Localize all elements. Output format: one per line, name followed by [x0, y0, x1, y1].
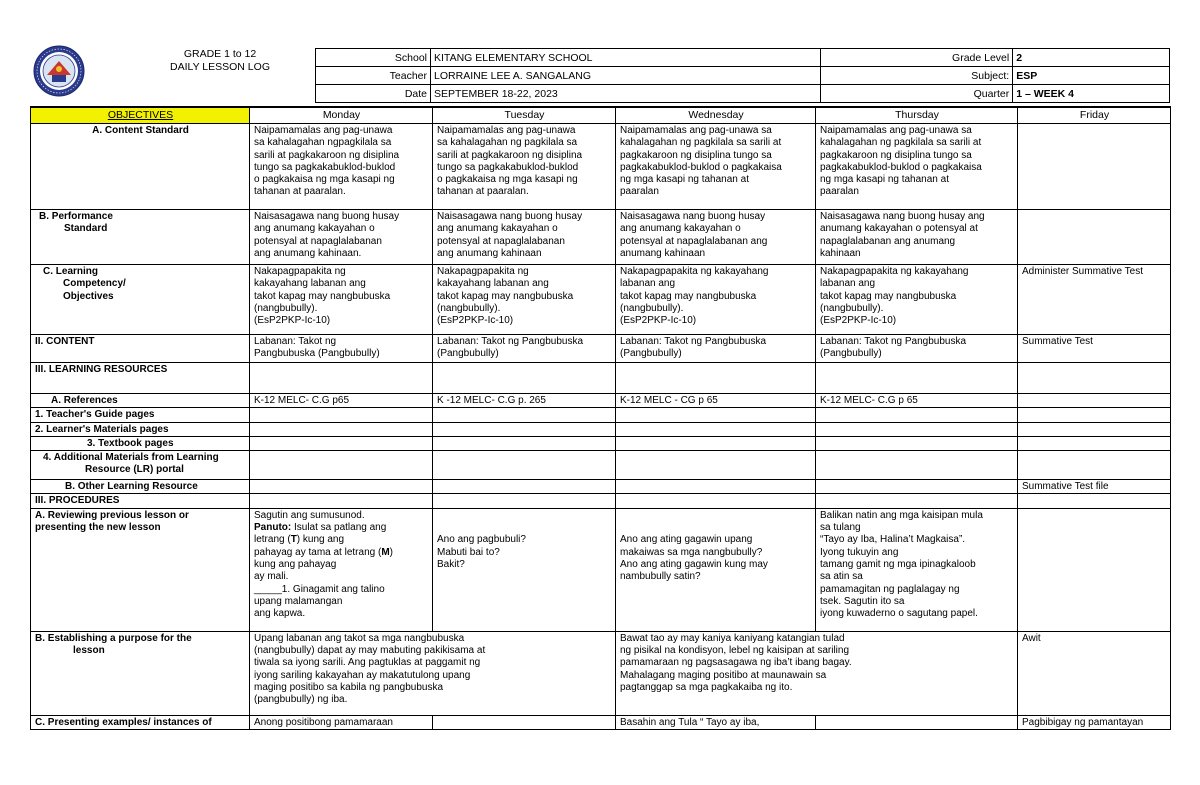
cell-wednesday: Naisasagawa nang buong husay ang anumang kakayahan o potensyal at napaglalabanan ang anumang kahinaan [616, 210, 816, 265]
cell-tuesday [433, 451, 616, 480]
school-value: KITANG ELEMENTARY SCHOOL [431, 49, 821, 67]
row-label: B. Other Learning Resource [31, 480, 250, 494]
cell-line [254, 522, 429, 534]
cell-tuesday: Labanan: Takot ng Pangbubuska (Pangbubully) [433, 335, 616, 363]
cell-wednesday [616, 480, 816, 494]
lesson-log-table [30, 106, 1171, 730]
letter-t: T [290, 534, 297, 546]
row-label-line: presenting the new lesson [35, 522, 161, 534]
quarter-label: Quarter [820, 85, 1012, 103]
cell-thursday: Naipamamalas ang pag-unawa sa kahalagahan ng pagkilala sa sarili at pagkakaroon ng disiplina tungo sa pagkakabuklod-buklod o pagkakaisa ng mga kasapi ng tahanan at paaralan [816, 124, 1018, 210]
row-label: III. PROCEDURES [31, 494, 250, 508]
subject-value: ESP [1013, 67, 1170, 85]
row-label: A. References [31, 394, 250, 408]
row-label-line: B. Performance [39, 211, 113, 222]
cell-friday [1018, 508, 1171, 631]
cell-wednesday [616, 436, 816, 450]
row-label-line: lesson [73, 645, 105, 657]
cell-thursday: Balikan natin ang mga kaisipan mula sa tulang “Tayo ay Iba, Halina’t Magkaisa”. Iyong tukuyin ang tamang gamit ng mga ipinagkaloob sa atin sa pamamagitan ng paglalagay ng tsek. Sagutin ito sa iyong kuwaderno o sagutang papel. [816, 508, 1018, 631]
school-label: School [316, 49, 431, 67]
cell-wednesday [616, 451, 816, 480]
cell-wednesday [616, 408, 816, 422]
cell-friday [1018, 422, 1171, 436]
cell-thursday [816, 494, 1018, 508]
cell-line: Sagutin ang sumusunod. [254, 509, 365, 521]
cell-thursday [816, 422, 1018, 436]
cell-monday [250, 451, 433, 480]
cell-wednesday: K-12 MELC - CG p 65 [616, 394, 816, 408]
cell-line: kung ang pahayag ay mali. _____1. Ginagamit ang talino upang malamangan ang kapwa. [254, 558, 385, 620]
quarter-value: 1 – WEEK 4 [1013, 85, 1170, 103]
cell-wednesday: Labanan: Takot ng Pangbubuska (Pangbubully) [616, 335, 816, 363]
cell-thursday [816, 480, 1018, 494]
cell-thursday [816, 715, 1018, 729]
cell-wednesday: Basahin ang Tula “ Tayo ay iba, [616, 715, 816, 729]
row-label-line: C. Learning [43, 266, 99, 277]
row-label: 2. Learner's Materials pages [31, 422, 250, 436]
cell-thursday: K-12 MELC- C.G p 65 [816, 394, 1018, 408]
log-title [140, 48, 300, 74]
table-row-learners-materials [31, 422, 1171, 436]
cell-friday: Summative Test [1018, 335, 1171, 363]
row-label-line: Objectives [63, 290, 114, 302]
cell-wednesday-thursday: Bawat tao ay may kaniya kaniyang katangian tulad ng pisikal na kondisyon, lebel ng kaisipan at sariling pamamaraan ng pagsasagawa ng iba’t ibang bagay. Mahalagang maging positibo at maunawain sa pagtanggap sa mga pagkakaiba ng ito. [616, 631, 1018, 715]
table-row-presenting [31, 715, 1171, 729]
cell-monday: Naisasagawa nang buong husay ang anumang kakayahan o potensyal at napaglalabanan ang anumang kahinaan. [250, 210, 433, 265]
cell-friday [1018, 363, 1171, 394]
cell-wednesday [616, 494, 816, 508]
cell-tuesday [433, 480, 616, 494]
letter-m: M [381, 546, 390, 558]
daily-lesson-log-title: DAILY LESSON LOG [170, 61, 270, 73]
table-row-reviewing [31, 508, 1171, 631]
cell-tuesday [433, 422, 616, 436]
cell-wednesday: Nakapagpapakita ng kakayahang labanan ang takot kapag may nangbubuska (nangbubully). (EsP2PKP-Ic-10) [616, 265, 816, 335]
table-row-procedures [31, 494, 1171, 508]
table-row-content [31, 335, 1171, 363]
cell-friday: Administer Summative Test [1018, 265, 1171, 335]
cell-monday [250, 480, 433, 494]
cell-tuesday [433, 494, 616, 508]
cell-thursday [816, 451, 1018, 480]
cell-monday: K-12 MELC- C.G p65 [250, 394, 433, 408]
cell-friday [1018, 408, 1171, 422]
table-row-content-standard [31, 124, 1171, 210]
row-label: A. Content Standard [31, 124, 250, 210]
cell-text: Isulat sa patlang ang [291, 522, 387, 534]
cell-text: ) [389, 546, 393, 558]
cell-wednesday [616, 422, 816, 436]
cell-tuesday: Naipamamalas ang pag-unawa sa kahalagahan ng pagkilala sa sarili at pagkakaroon ng disiplina tungo sa pagkakabuklod-buklod o pagkakaisa ng mga kasapi ng tahanan at paaralan. [433, 124, 616, 210]
cell-tuesday [433, 408, 616, 422]
date-value: SEPTEMBER 18-22, 2023 [431, 85, 821, 103]
cell-text: pahayag ay tama at letrang ( [254, 546, 382, 558]
row-label: II. CONTENT [31, 335, 250, 363]
table-row-performance-standard [31, 210, 1171, 265]
cell-wednesday: Ano ang ating gagawin upang makaiwas sa mga nangbubully? Ano ang ating gagawin kung may nambubully satin? [616, 508, 816, 631]
cell-monday: Labanan: Takot ng Pangbubuska (Pangbubully) [250, 335, 433, 363]
cell-friday: Summative Test file [1018, 480, 1171, 494]
row-label [31, 508, 250, 631]
cell-tuesday: Nakapagpapakita ng kakayahang labanan ang takot kapag may nangbubuska (nangbubully). (EsP2PKP-Ic-10) [433, 265, 616, 335]
cell-friday [1018, 494, 1171, 508]
teacher-label: Teacher [316, 67, 431, 85]
cell-monday [250, 408, 433, 422]
cell-friday [1018, 394, 1171, 408]
table-row-learning-competency [31, 265, 1171, 335]
teacher-value: LORRAINE LEE A. SANGALANG [431, 67, 821, 85]
row-label: C. Presenting examples/ instances of [31, 715, 250, 729]
col-friday: Friday [1018, 107, 1171, 124]
header-info-table [315, 48, 1170, 103]
date-label: Date [316, 85, 431, 103]
cell-friday [1018, 124, 1171, 210]
cell-monday: Nakapagpapakita ng kakayahang labanan ang takot kapag may nangbubuska (nangbubully). (EsP2PKP-Ic-10) [250, 265, 433, 335]
grade-range-title: GRADE 1 to 12 [183, 48, 257, 60]
row-label-line: Competency/ [63, 278, 126, 290]
cell-thursday [816, 363, 1018, 394]
cell-thursday: Labanan: Takot ng Pangbubuska (Pangbubully) [816, 335, 1018, 363]
table-row-teachers-guide [31, 408, 1171, 422]
cell-tuesday [433, 436, 616, 450]
cell-wednesday [616, 363, 816, 394]
cell-thursday: Nakapagpapakita ng kakayahang labanan ang takot kapag may nangbubuska (nangbubully). (EsP2PKP-Ic-10) [816, 265, 1018, 335]
subject-label: Subject: [820, 67, 1012, 85]
cell-monday [250, 363, 433, 394]
col-thursday: Thursday [816, 107, 1018, 124]
col-wednesday: Wednesday [616, 107, 816, 124]
deped-seal-icon [33, 45, 85, 97]
cell-thursday: Naisasagawa nang buong husay ang anumang kakayahan o potensyal at napaglalabanan ang anumang kahinaan [816, 210, 1018, 265]
cell-friday [1018, 210, 1171, 265]
row-label-line: 4. Additional Materials from Learning [43, 452, 219, 464]
cell-tuesday: K -12 MELC- C.G p. 265 [433, 394, 616, 408]
cell-monday [250, 508, 433, 631]
row-label-line: Resource (LR) portal [85, 464, 184, 476]
col-tuesday: Tuesday [433, 107, 616, 124]
cell-tuesday: Naisasagawa nang buong husay ang anumang kakayahan o potensyal at napaglalabanan ang anumang kahinaan [433, 210, 616, 265]
column-header-row [31, 107, 1171, 124]
cell-tuesday: Ano ang pagbubuli? Mabuti bai to? Bakit? [433, 508, 616, 631]
cell-thursday [816, 408, 1018, 422]
cell-line [254, 547, 429, 559]
table-row-additional-materials [31, 451, 1171, 480]
row-label: 1. Teacher's Guide pages [31, 408, 250, 422]
table-row-references [31, 394, 1171, 408]
cell-monday [250, 422, 433, 436]
grade-level-label: Grade Level [820, 49, 1012, 67]
panuto-label: Panuto: [254, 522, 292, 534]
row-label: III. LEARNING RESOURCES [31, 363, 250, 394]
row-label-line: A. Reviewing previous lesson or [35, 509, 189, 521]
cell-monday [250, 436, 433, 450]
cell-friday: Pagbibigay ng pamantayan [1018, 715, 1171, 729]
cell-friday [1018, 436, 1171, 450]
cell-friday: Awit [1018, 631, 1171, 715]
row-label-line: Standard [64, 223, 108, 235]
grade-level-value: 2 [1013, 49, 1170, 67]
table-row-other-resource [31, 480, 1171, 494]
cell-text: ) kung ang [296, 534, 345, 546]
cell-text: letrang ( [254, 534, 291, 546]
row-label [31, 265, 250, 335]
cell-thursday [816, 436, 1018, 450]
table-row-learning-resources [31, 363, 1171, 394]
row-label-line: B. Establishing a purpose for the [35, 632, 192, 644]
cell-monday-tuesday: Upang labanan ang takot sa mga nangbubuska (nangbubully) dapat ay may mabuting pakikisama at tiwala sa iyong sarili. Ang pagtuklas at paggamit ng iyong sariling kakayahan ay makatutulong upang maging positibo sa kabila ng pangbubuska (pangbubully) ng iba. [250, 631, 616, 715]
cell-friday [1018, 451, 1171, 480]
row-label: 3. Textbook pages [31, 436, 250, 450]
cell-line [254, 534, 429, 546]
table-row-textbook [31, 436, 1171, 450]
col-monday: Monday [250, 107, 433, 124]
cell-tuesday [433, 363, 616, 394]
row-label [31, 631, 250, 715]
table-row-establishing-purpose [31, 631, 1171, 715]
row-label [31, 451, 250, 480]
cell-wednesday: Naipamamalas ang pag-unawa sa kahalagahan ng pagkilala sa sarili at pagkakaroon ng disiplina tungo sa pagkakabuklod-buklod o pagkakaisa ng mga kasapi ng tahanan at paaralan [616, 124, 816, 210]
cell-tuesday [433, 715, 616, 729]
cell-monday [250, 494, 433, 508]
cell-monday: Naipamamalas ang pag-unawa sa kahalagahan ngpagkilala sa sarili at pagkakaroon ng disiplina tungo sa pagkakabuklod-buklod o pagkakaisa ng mga kasapi ng tahanan at paaralan. [250, 124, 433, 210]
row-label [31, 210, 250, 265]
cell-monday: Anong positibong pamamaraan [250, 715, 433, 729]
col-objectives: OBJECTIVES [31, 107, 250, 124]
